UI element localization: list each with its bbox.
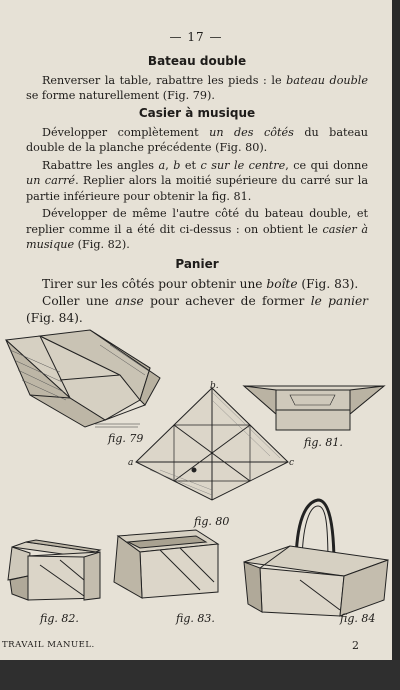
- caption-fig80: fig. 80: [194, 515, 230, 528]
- point-label-b: b.: [210, 381, 219, 391]
- paragraph: Tirer sur les côtés pour obtenir une boîte (Fig. 83).: [42, 276, 359, 291]
- paragraph: Développer complètement un des côtés du bateau double de la planche précédente (Fig. 80).: [26, 125, 369, 154]
- point-label-c: c: [289, 458, 295, 468]
- paragraph: Coller une anse pour achever de former le panier (Fig. 84).: [26, 293, 369, 325]
- caption-fig81: fig. 81.: [304, 436, 343, 449]
- caption-fig82: fig. 82.: [40, 612, 79, 625]
- fig81-drawing: [244, 386, 384, 430]
- page-number-header: — 17 —: [169, 30, 223, 44]
- heading-panier: Panier: [175, 257, 219, 271]
- point-label-a: a: [128, 458, 134, 468]
- caption-fig83: fig. 83.: [176, 612, 215, 625]
- fig82-drawing: [8, 540, 100, 600]
- caption-fig79: fig. 79: [108, 432, 144, 445]
- caption-fig84: fig. 84: [340, 612, 376, 625]
- footer-signature-number: 2: [352, 639, 359, 652]
- footer-book-title: TRAVAIL MANUEL.: [2, 640, 95, 650]
- background-below-page: [0, 660, 400, 690]
- heading-bateau-double: Bateau double: [147, 54, 247, 68]
- fig83-drawing: [114, 530, 218, 598]
- fig84-drawing: [244, 500, 388, 616]
- heading-casier-a-musique: Casier à musique: [138, 106, 256, 120]
- page-edge-shadow: [392, 0, 400, 690]
- paragraph: Développer de même l'autre côté du bateau double, et replier comme il a été dit ci-dessus : on obtient le casier à musique (Fig. 82).: [26, 207, 369, 251]
- paragraph: Rabattre les angles a, b et c sur le centre, ce qui donne un carré. Replier alors la moitié supérieure du carré sur la partie inférieure pour obtenir la fig. 81.: [26, 158, 369, 203]
- fig79-drawing: [6, 330, 160, 427]
- paragraph: Renverser la table, rabattre les pieds : le bateau double se forme naturellement (Fig. 79).: [26, 73, 368, 102]
